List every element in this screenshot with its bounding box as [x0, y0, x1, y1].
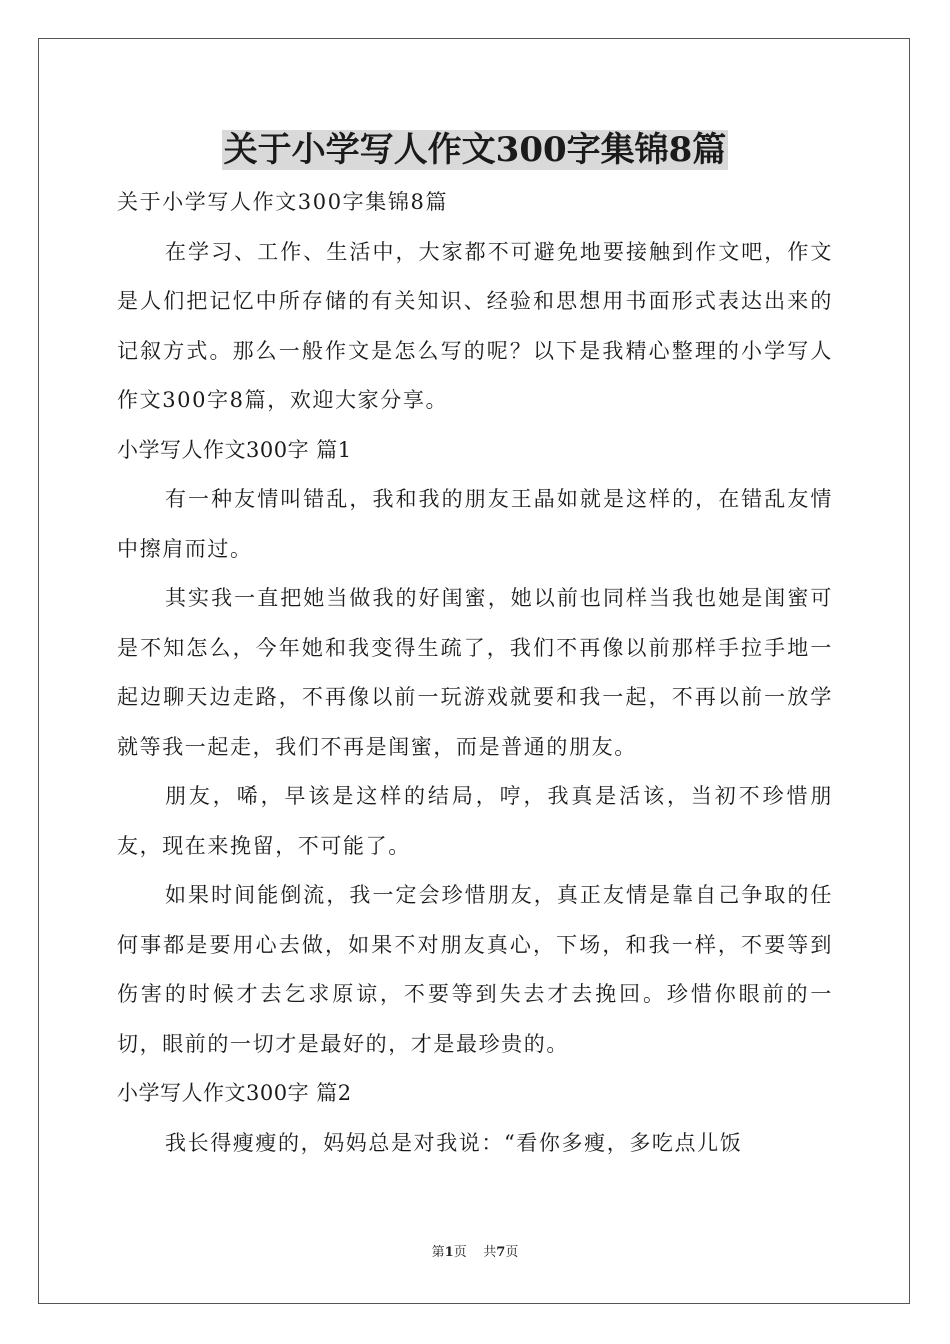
- section1-paragraph: 如果时间能倒流，我一定会珍惜朋友，真正友情是靠自己争取的任何事都是要用心去做，如果不对朋友真心，下场，和我一样，不要等到伤害的时候才去乞求原谅，不要等到失去才去挽回。珍惜你眼前的一切，眼前的一切才是最好的，才是最珍贵的。: [117, 883, 833, 1056]
- intro-paragraph: 在学习、工作、生活中，大家都不可避免地要接触到作文吧，作文是人们把记忆中所存储的有关知识、经验和思想用书面形式表达出来的记叙方式。那么一般作文是怎么写的呢？以下是我精心整理的小学写人作文300字8篇，欢迎大家分享。: [117, 239, 833, 412]
- section-heading-2: 小学写人作文300字 篇2: [117, 1081, 352, 1105]
- page-total: 7: [496, 1245, 506, 1260]
- page-number-current: 1: [444, 1245, 454, 1260]
- section1-paragraph: 有一种友情叫错乱，我和我的朋友王晶如就是这样的，在错乱友情中擦肩而过。: [117, 487, 833, 561]
- page-total-prefix: 共: [483, 1245, 497, 1260]
- section2-paragraph: 我长得瘦瘦的，妈妈总是对我说：“看你多瘦，多吃点儿饭: [165, 1130, 743, 1155]
- section1-paragraph: 朋友，唏，早该是这样的结局，哼，我真是活该，当初不珍惜朋友，现在来挽留，不可能了。: [117, 784, 833, 858]
- page-number-prefix: 第: [431, 1245, 445, 1260]
- document-title: [0, 126, 950, 174]
- section1-paragraph: 其实我一直把她当做我的好闺蜜，她以前也同样当我也她是闺蜜可是不知怎么，今年她和我变得生疏了，我们不再像以前那样手拉手地一起边聊天边走路，不再像以前一玩游戏就要和我一起，不再以前一放学就等我一起走，我们不再是闺蜜，而是普通的朋友。: [117, 586, 833, 759]
- page-footer: [0, 1244, 950, 1262]
- page-total-suffix: 页: [505, 1245, 519, 1260]
- document-body: [117, 178, 833, 1168]
- document-subtitle: 关于小学写人作文300字集锦8篇: [117, 190, 449, 214]
- page-number-suffix: 页: [453, 1245, 467, 1260]
- document-title-text: 关于小学写人作文300字集锦8篇: [223, 130, 727, 170]
- section-heading-1: 小学写人作文300字 篇1: [117, 437, 352, 462]
